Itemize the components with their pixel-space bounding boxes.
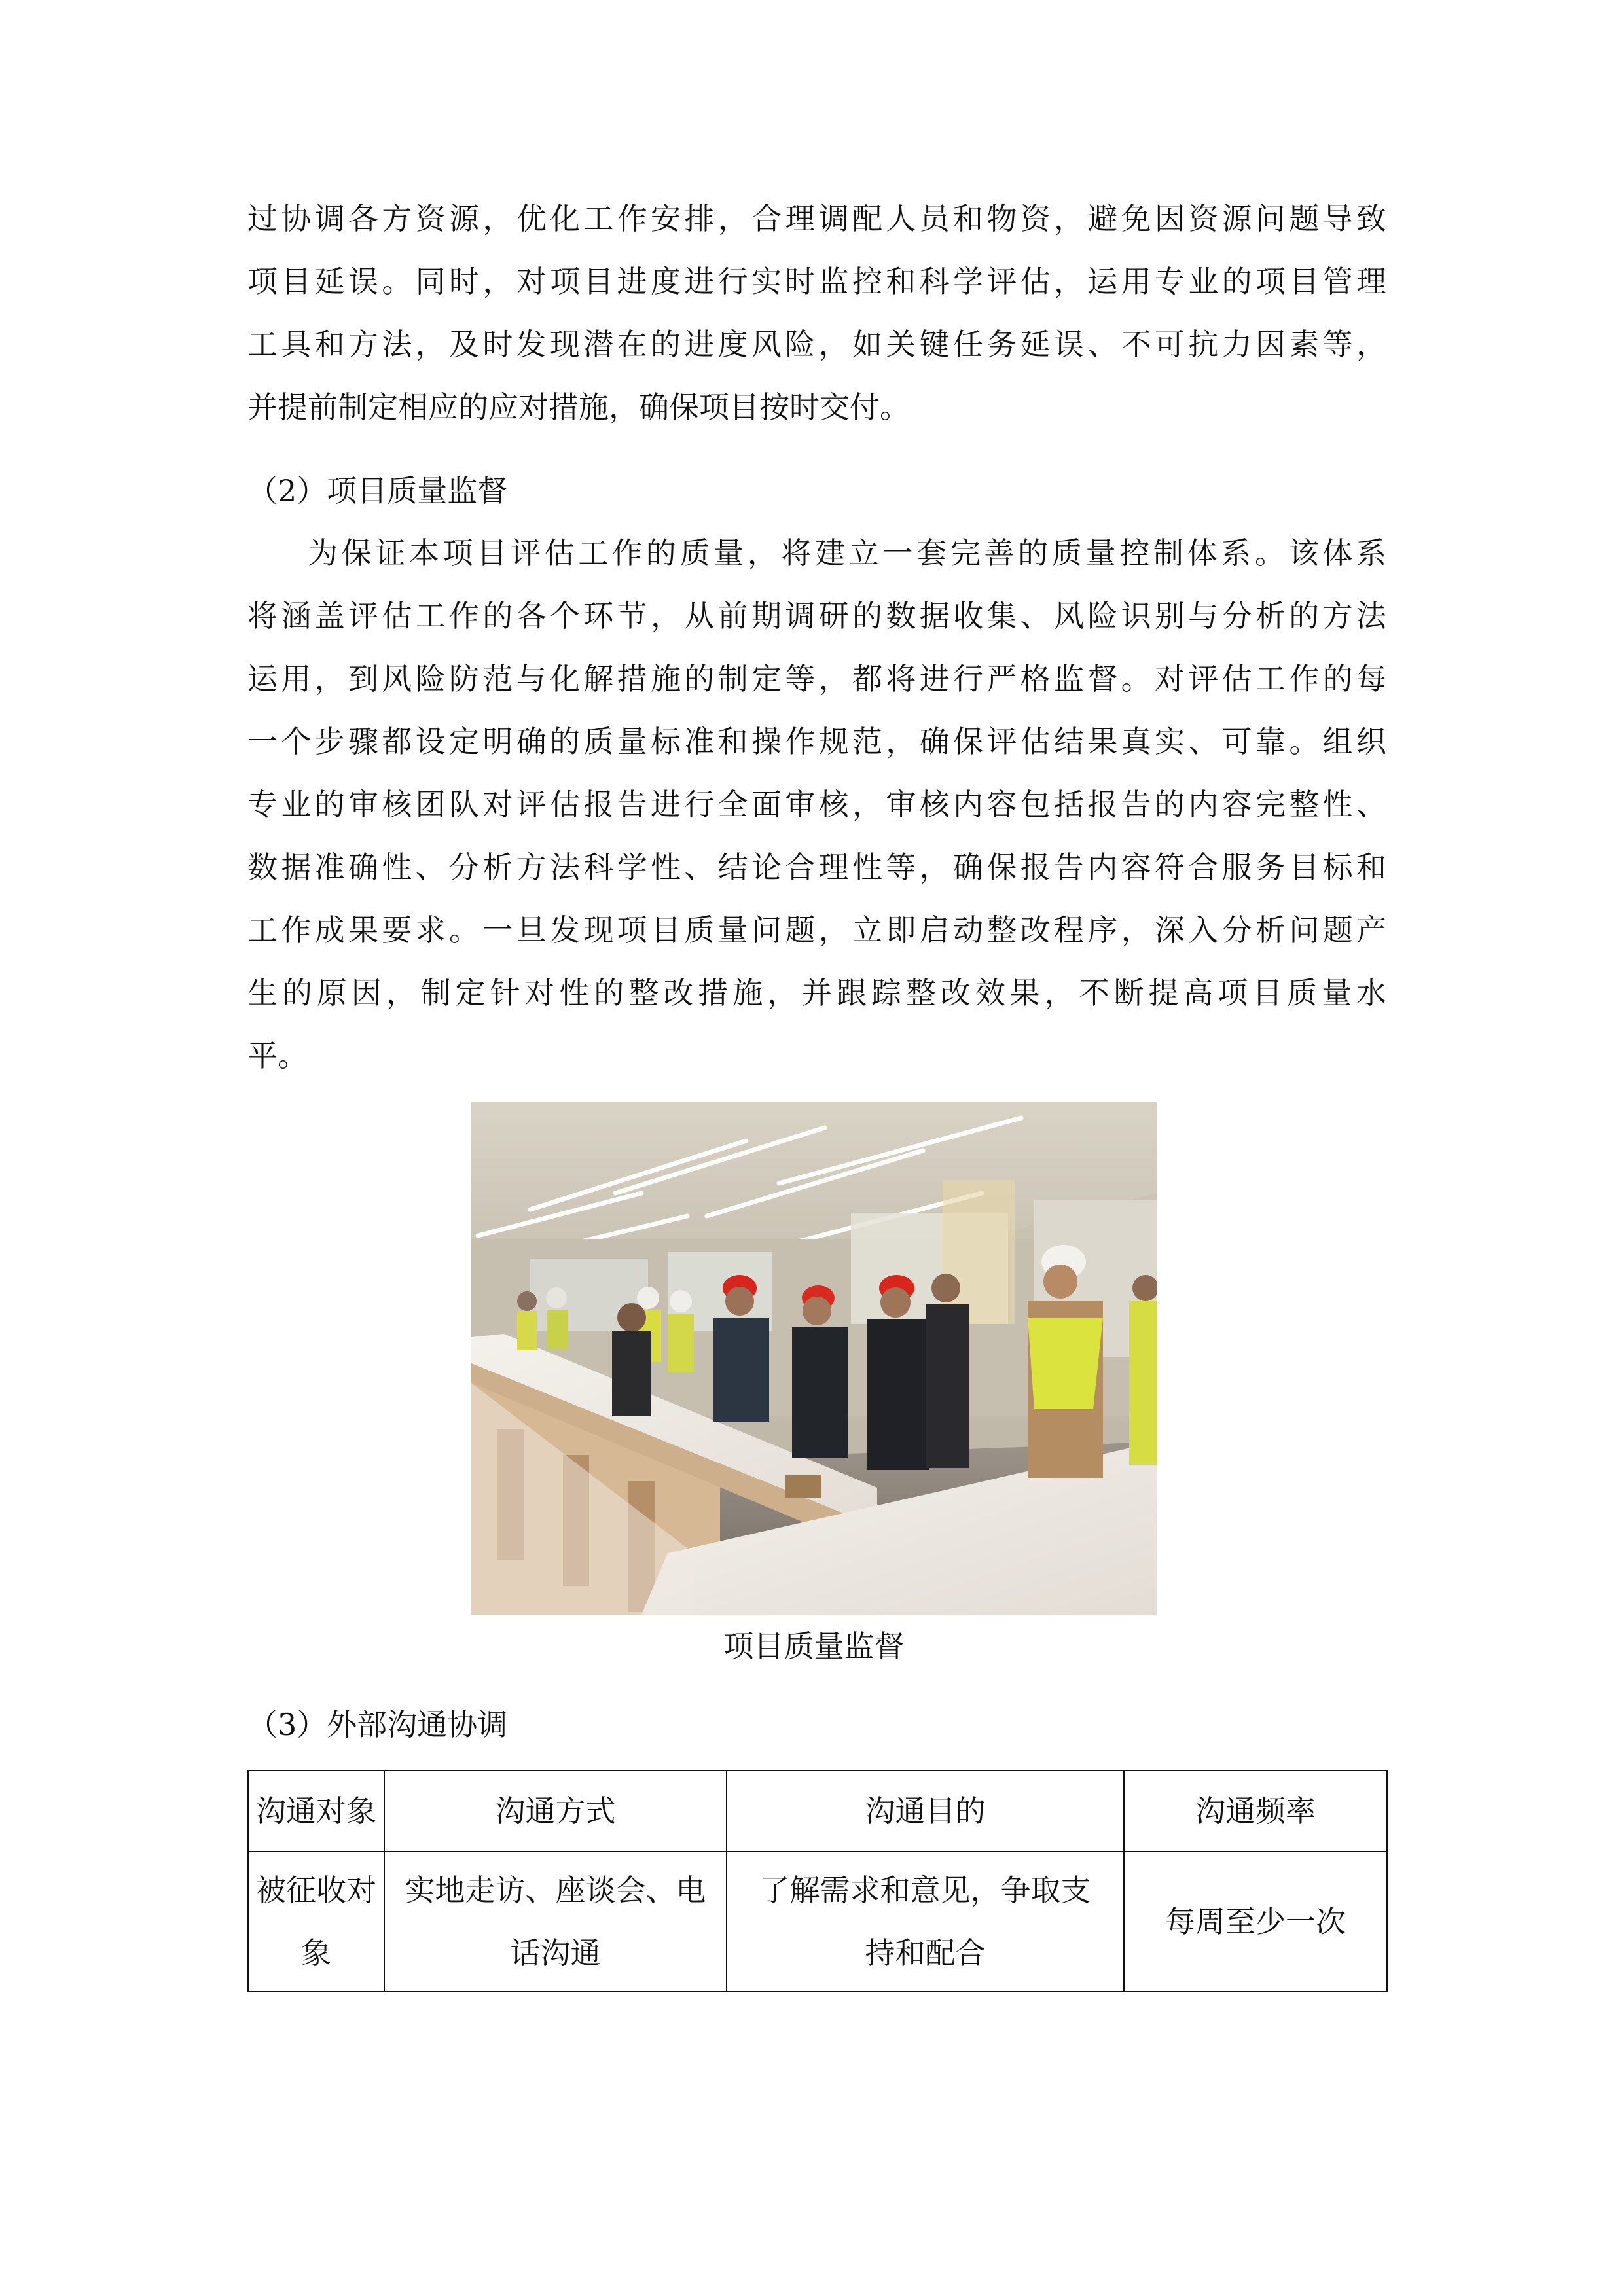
cell-line: 象 (301, 1935, 331, 1971)
paragraph-line: 项目延误。同时，对项目进度进行实时监控和科学评估，运用专业的项目管理 (247, 264, 1386, 299)
paragraph-line: 生的原因，制定针对性的整改措施，并跟踪整改效果，不断提高项目质量水 (247, 975, 1386, 1011)
table-cell (384, 1852, 727, 1992)
table-header-cell: 沟通对象 (248, 1770, 384, 1852)
cell-line: 被征收对 (256, 1873, 376, 1908)
figure-caption: 项目质量监督 (723, 1628, 905, 1664)
table-cell (1124, 1852, 1387, 1992)
cell-line: 了解需求和意见，争取支 (759, 1873, 1091, 1908)
paragraph-line: 专业的审核团队对评估报告进行全面审核，审核内容包括报告的内容完整性、 (247, 787, 1386, 822)
paragraph-line: 并提前制定相应的应对措施，确保项目按时交付。 (247, 389, 910, 425)
paragraph-line: 平。 (247, 1038, 308, 1073)
cell-line: 持和配合 (865, 1935, 986, 1971)
quality-paragraph (247, 522, 1386, 1087)
intro-paragraph (247, 187, 1386, 439)
table-header-cell: 沟通目的 (727, 1770, 1124, 1852)
cell-line: 每周至少一次 (1165, 1904, 1346, 1939)
paragraph-line: 数据准确性、分析方法科学性、结论合理性等，确保报告内容符合服务目标和 (247, 850, 1386, 885)
paragraph-line: 一个步骤都设定明确的质量标准和操作规范，确保评估结果真实、可靠。组织 (247, 724, 1386, 759)
section-heading: （2）项目质量监督 (247, 473, 508, 509)
table-header-cell: 沟通频率 (1124, 1770, 1387, 1852)
cell-line: 话沟通 (510, 1935, 601, 1971)
communication-table (247, 1770, 1388, 1992)
site-inspection-photo (471, 1102, 1157, 1615)
table-cell (727, 1852, 1124, 1992)
table-header-cell: 沟通方式 (384, 1770, 727, 1852)
paragraph-line: 工作成果要求。一旦发现项目质量问题，立即启动整改程序，深入分析问题产 (247, 912, 1386, 948)
paragraph-line: 运用，到风险防范与化解措施的制定等，都将进行严格监督。对评估工作的每 (247, 661, 1386, 696)
paragraph-line: 工具和方法，及时发现潜在的进度风险，如关键任务延误、不可抗力因素等， (247, 327, 1386, 362)
cell-line: 实地走访、座谈会、电 (405, 1873, 706, 1908)
paragraph-line: 为保证本项目评估工作的质量，将建立一套完善的质量控制体系。该体系 (308, 535, 1386, 571)
table-cell (248, 1852, 384, 1992)
paragraph-line: 过协调各方资源，优化工作安排，合理调配人员和物资，避免因资源问题导致 (247, 201, 1386, 236)
paragraph-line: 将涵盖评估工作的各个环节，从前期调研的数据收集、风险识别与分析的方法 (247, 598, 1386, 634)
table-row (248, 1852, 1387, 1992)
table-header-row (248, 1770, 1387, 1852)
section-heading: （3）外部沟通协调 (247, 1707, 508, 1742)
